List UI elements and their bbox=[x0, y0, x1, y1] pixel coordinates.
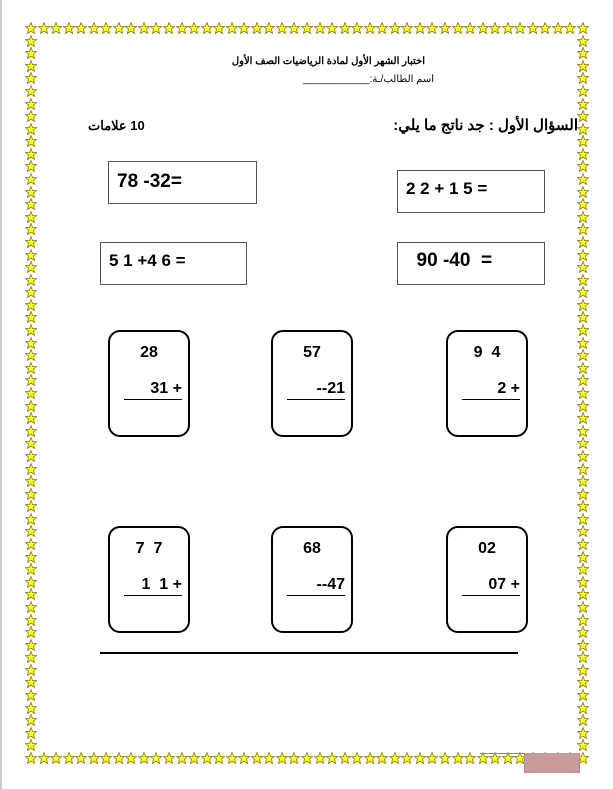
star-icon bbox=[25, 21, 37, 33]
star-icon bbox=[25, 159, 37, 171]
star-icon bbox=[464, 751, 476, 763]
star-icon bbox=[376, 751, 388, 763]
star-icon bbox=[263, 21, 275, 33]
vertical-problem-card[interactable] bbox=[446, 526, 528, 633]
star-icon bbox=[577, 222, 589, 234]
question-title: السؤال الأول : جد ناتج ما يلي: bbox=[393, 117, 578, 134]
star-icon bbox=[100, 21, 112, 33]
star-icon bbox=[25, 210, 37, 222]
card-top-number: 7 7 bbox=[135, 540, 163, 557]
star-icon bbox=[577, 34, 589, 46]
vertical-problem-card[interactable] bbox=[271, 330, 353, 437]
star-icon bbox=[25, 512, 37, 524]
star-icon bbox=[25, 248, 37, 260]
star-icon bbox=[426, 21, 438, 33]
star-icon bbox=[213, 751, 225, 763]
star-icon bbox=[577, 462, 589, 474]
vertical-problem-card[interactable] bbox=[271, 526, 353, 633]
question-marks: 10 علامات bbox=[88, 118, 145, 133]
star-icon bbox=[502, 21, 514, 33]
star-icon bbox=[25, 197, 37, 209]
star-icon bbox=[25, 373, 37, 385]
star-icon bbox=[389, 751, 401, 763]
star-icon bbox=[25, 751, 37, 763]
star-icon bbox=[25, 524, 37, 536]
star-icon bbox=[326, 21, 338, 33]
star-icon bbox=[577, 323, 589, 335]
star-icon bbox=[539, 21, 551, 33]
star-icon bbox=[577, 688, 589, 700]
star-icon bbox=[364, 751, 376, 763]
star-icon bbox=[176, 21, 188, 33]
star-icon bbox=[138, 21, 150, 33]
star-icon bbox=[25, 675, 37, 687]
star-icon bbox=[577, 248, 589, 260]
star-icon bbox=[577, 524, 589, 536]
star-icon bbox=[188, 751, 200, 763]
star-icon bbox=[577, 71, 589, 83]
star-icon bbox=[376, 21, 388, 33]
star-icon bbox=[527, 21, 539, 33]
star-icon bbox=[577, 260, 589, 272]
star-icon bbox=[25, 235, 37, 247]
star-icon bbox=[25, 399, 37, 411]
star-icon bbox=[577, 587, 589, 599]
star-icon bbox=[577, 172, 589, 184]
vertical-problem-card[interactable] bbox=[108, 330, 190, 437]
star-icon bbox=[25, 575, 37, 587]
star-icon bbox=[288, 751, 300, 763]
card-bottom-number: 31 + bbox=[124, 380, 182, 400]
star-icon bbox=[25, 323, 37, 335]
star-icon bbox=[25, 59, 37, 71]
star-icon bbox=[25, 361, 37, 373]
star-icon bbox=[38, 21, 50, 33]
star-icon bbox=[577, 726, 589, 738]
star-icon bbox=[577, 285, 589, 297]
star-icon bbox=[577, 348, 589, 360]
star-icon bbox=[276, 751, 288, 763]
selection-highlight bbox=[524, 753, 580, 773]
star-icon bbox=[314, 751, 326, 763]
star-icon bbox=[176, 751, 188, 763]
star-icon bbox=[25, 663, 37, 675]
card-top-number: 57 bbox=[303, 344, 321, 361]
star-icon bbox=[414, 751, 426, 763]
star-icon bbox=[25, 625, 37, 637]
page-edge bbox=[0, 0, 2, 789]
star-icon bbox=[25, 172, 37, 184]
card-bottom-number: 2 + bbox=[462, 380, 520, 400]
star-icon bbox=[25, 285, 37, 297]
star-icon bbox=[251, 751, 263, 763]
star-icon bbox=[577, 499, 589, 511]
card-bottom-number: --47 bbox=[287, 576, 345, 596]
star-icon bbox=[25, 222, 37, 234]
equation-box[interactable]: 78 -32= bbox=[108, 161, 257, 204]
star-icon bbox=[100, 751, 112, 763]
star-icon bbox=[577, 273, 589, 285]
star-icon bbox=[25, 71, 37, 83]
star-icon bbox=[25, 84, 37, 96]
star-icon bbox=[150, 21, 162, 33]
card-top-number: 68 bbox=[303, 540, 321, 557]
star-icon bbox=[25, 34, 37, 46]
star-icon bbox=[326, 751, 338, 763]
star-icon bbox=[489, 21, 501, 33]
star-icon bbox=[50, 21, 62, 33]
star-icon bbox=[25, 46, 37, 58]
card-top-number: 9 4 bbox=[473, 344, 501, 361]
star-icon bbox=[439, 21, 451, 33]
star-icon bbox=[25, 487, 37, 499]
star-icon bbox=[339, 751, 351, 763]
card-top-number: 28 bbox=[140, 344, 158, 361]
star-icon bbox=[25, 688, 37, 700]
separator-line bbox=[100, 652, 518, 654]
star-icon bbox=[577, 373, 589, 385]
star-icon bbox=[276, 21, 288, 33]
star-icon bbox=[25, 738, 37, 750]
star-icon bbox=[577, 386, 589, 398]
star-icon bbox=[577, 713, 589, 725]
star-icon bbox=[577, 613, 589, 625]
star-icon bbox=[426, 751, 438, 763]
star-icon bbox=[25, 336, 37, 348]
star-icon bbox=[577, 97, 589, 109]
star-icon bbox=[25, 134, 37, 146]
star-icon bbox=[577, 738, 589, 750]
star-icon bbox=[25, 713, 37, 725]
star-icon bbox=[577, 210, 589, 222]
star-icon bbox=[138, 751, 150, 763]
star-icon bbox=[577, 336, 589, 348]
star-icon bbox=[577, 650, 589, 662]
star-icon bbox=[25, 638, 37, 650]
star-icon bbox=[25, 109, 37, 121]
star-icon bbox=[301, 751, 313, 763]
star-icon bbox=[63, 21, 75, 33]
star-icon bbox=[188, 21, 200, 33]
star-icon bbox=[577, 449, 589, 461]
star-icon bbox=[577, 638, 589, 650]
star-icon bbox=[577, 701, 589, 713]
star-icon bbox=[25, 613, 37, 625]
star-icon bbox=[226, 21, 238, 33]
star-icon bbox=[25, 424, 37, 436]
star-icon bbox=[577, 310, 589, 322]
star-icon bbox=[577, 134, 589, 146]
star-icon bbox=[577, 537, 589, 549]
star-icon bbox=[577, 235, 589, 247]
card-bottom-number: --21 bbox=[287, 380, 345, 400]
star-icon bbox=[25, 411, 37, 423]
star-icon bbox=[577, 159, 589, 171]
star-icon bbox=[25, 97, 37, 109]
star-icon bbox=[577, 298, 589, 310]
student-name-field[interactable]: اسم الطالب/ـة:____________ bbox=[302, 74, 434, 85]
star-icon bbox=[25, 122, 37, 134]
star-icon bbox=[226, 751, 238, 763]
star-icon bbox=[201, 21, 213, 33]
star-icon bbox=[213, 21, 225, 33]
star-icon bbox=[113, 21, 125, 33]
star-icon bbox=[25, 436, 37, 448]
star-icon bbox=[25, 726, 37, 738]
star-icon bbox=[25, 185, 37, 197]
star-icon bbox=[414, 21, 426, 33]
star-icon bbox=[150, 751, 162, 763]
star-icon bbox=[125, 21, 137, 33]
star-icon bbox=[75, 751, 87, 763]
star-icon bbox=[251, 21, 263, 33]
star-icon bbox=[577, 147, 589, 159]
star-icon bbox=[25, 550, 37, 562]
star-icon bbox=[25, 562, 37, 574]
star-icon bbox=[577, 512, 589, 524]
star-icon bbox=[577, 399, 589, 411]
star-icon bbox=[577, 436, 589, 448]
star-icon bbox=[25, 260, 37, 272]
star-icon bbox=[25, 147, 37, 159]
star-icon bbox=[452, 21, 464, 33]
vertical-problem-card[interactable] bbox=[446, 330, 528, 437]
star-icon bbox=[577, 675, 589, 687]
star-icon bbox=[439, 751, 451, 763]
worksheet-title: اختبار الشهر الأول لمادة الرياضيات الصف الأول bbox=[231, 56, 425, 67]
star-icon bbox=[577, 84, 589, 96]
star-icon bbox=[113, 751, 125, 763]
star-icon bbox=[577, 197, 589, 209]
star-icon bbox=[351, 751, 363, 763]
star-icon bbox=[577, 562, 589, 574]
star-icon bbox=[314, 21, 326, 33]
star-icon bbox=[577, 625, 589, 637]
star-icon bbox=[401, 751, 413, 763]
star-icon bbox=[288, 21, 300, 33]
star-icon bbox=[88, 21, 100, 33]
star-icon bbox=[163, 751, 175, 763]
star-icon bbox=[163, 21, 175, 33]
star-icon bbox=[263, 751, 275, 763]
star-icon bbox=[301, 21, 313, 33]
star-icon bbox=[25, 348, 37, 360]
star-icon bbox=[25, 499, 37, 511]
star-icon bbox=[464, 21, 476, 33]
star-icon bbox=[25, 462, 37, 474]
star-icon bbox=[577, 424, 589, 436]
star-icon bbox=[25, 310, 37, 322]
star-icon bbox=[577, 663, 589, 675]
star-icon bbox=[577, 46, 589, 58]
star-icon bbox=[75, 21, 87, 33]
star-icon bbox=[577, 474, 589, 486]
star-icon bbox=[364, 21, 376, 33]
star-icon bbox=[577, 122, 589, 134]
star-icon bbox=[25, 474, 37, 486]
star-icon bbox=[577, 109, 589, 121]
star-icon bbox=[238, 751, 250, 763]
star-icon bbox=[339, 21, 351, 33]
card-bottom-number: 07 + bbox=[462, 576, 520, 596]
star-icon bbox=[401, 21, 413, 33]
equation-box[interactable]: 2 2 + 1 5 = bbox=[397, 170, 545, 213]
vertical-problem-card[interactable] bbox=[108, 526, 190, 633]
card-top-number: 02 bbox=[478, 540, 496, 557]
star-icon bbox=[38, 751, 50, 763]
star-icon bbox=[25, 701, 37, 713]
equation-box[interactable]: 90 -40 = bbox=[397, 242, 545, 285]
star-icon bbox=[25, 537, 37, 549]
star-icon bbox=[25, 298, 37, 310]
star-icon bbox=[25, 600, 37, 612]
star-icon bbox=[452, 751, 464, 763]
star-icon bbox=[25, 386, 37, 398]
star-icon bbox=[88, 751, 100, 763]
equation-box[interactable]: 5 1 +4 6 = bbox=[100, 242, 247, 285]
star-icon bbox=[351, 21, 363, 33]
star-icon bbox=[477, 21, 489, 33]
star-icon bbox=[577, 411, 589, 423]
star-icon bbox=[577, 21, 589, 33]
star-icon bbox=[125, 751, 137, 763]
star-icon bbox=[238, 21, 250, 33]
star-icon bbox=[552, 21, 564, 33]
star-icon bbox=[25, 650, 37, 662]
card-bottom-number: 1 1 + bbox=[124, 576, 182, 596]
star-icon bbox=[564, 21, 576, 33]
star-icon bbox=[577, 361, 589, 373]
star-icon bbox=[50, 751, 62, 763]
star-icon bbox=[25, 449, 37, 461]
star-icon bbox=[577, 185, 589, 197]
star-icon bbox=[577, 550, 589, 562]
star-icon bbox=[25, 587, 37, 599]
star-icon bbox=[577, 59, 589, 71]
star-icon bbox=[577, 487, 589, 499]
star-icon bbox=[577, 600, 589, 612]
star-icon bbox=[514, 21, 526, 33]
star-icon bbox=[25, 273, 37, 285]
star-icon bbox=[577, 575, 589, 587]
star-icon bbox=[63, 751, 75, 763]
star-icon bbox=[201, 751, 213, 763]
star-icon bbox=[389, 21, 401, 33]
